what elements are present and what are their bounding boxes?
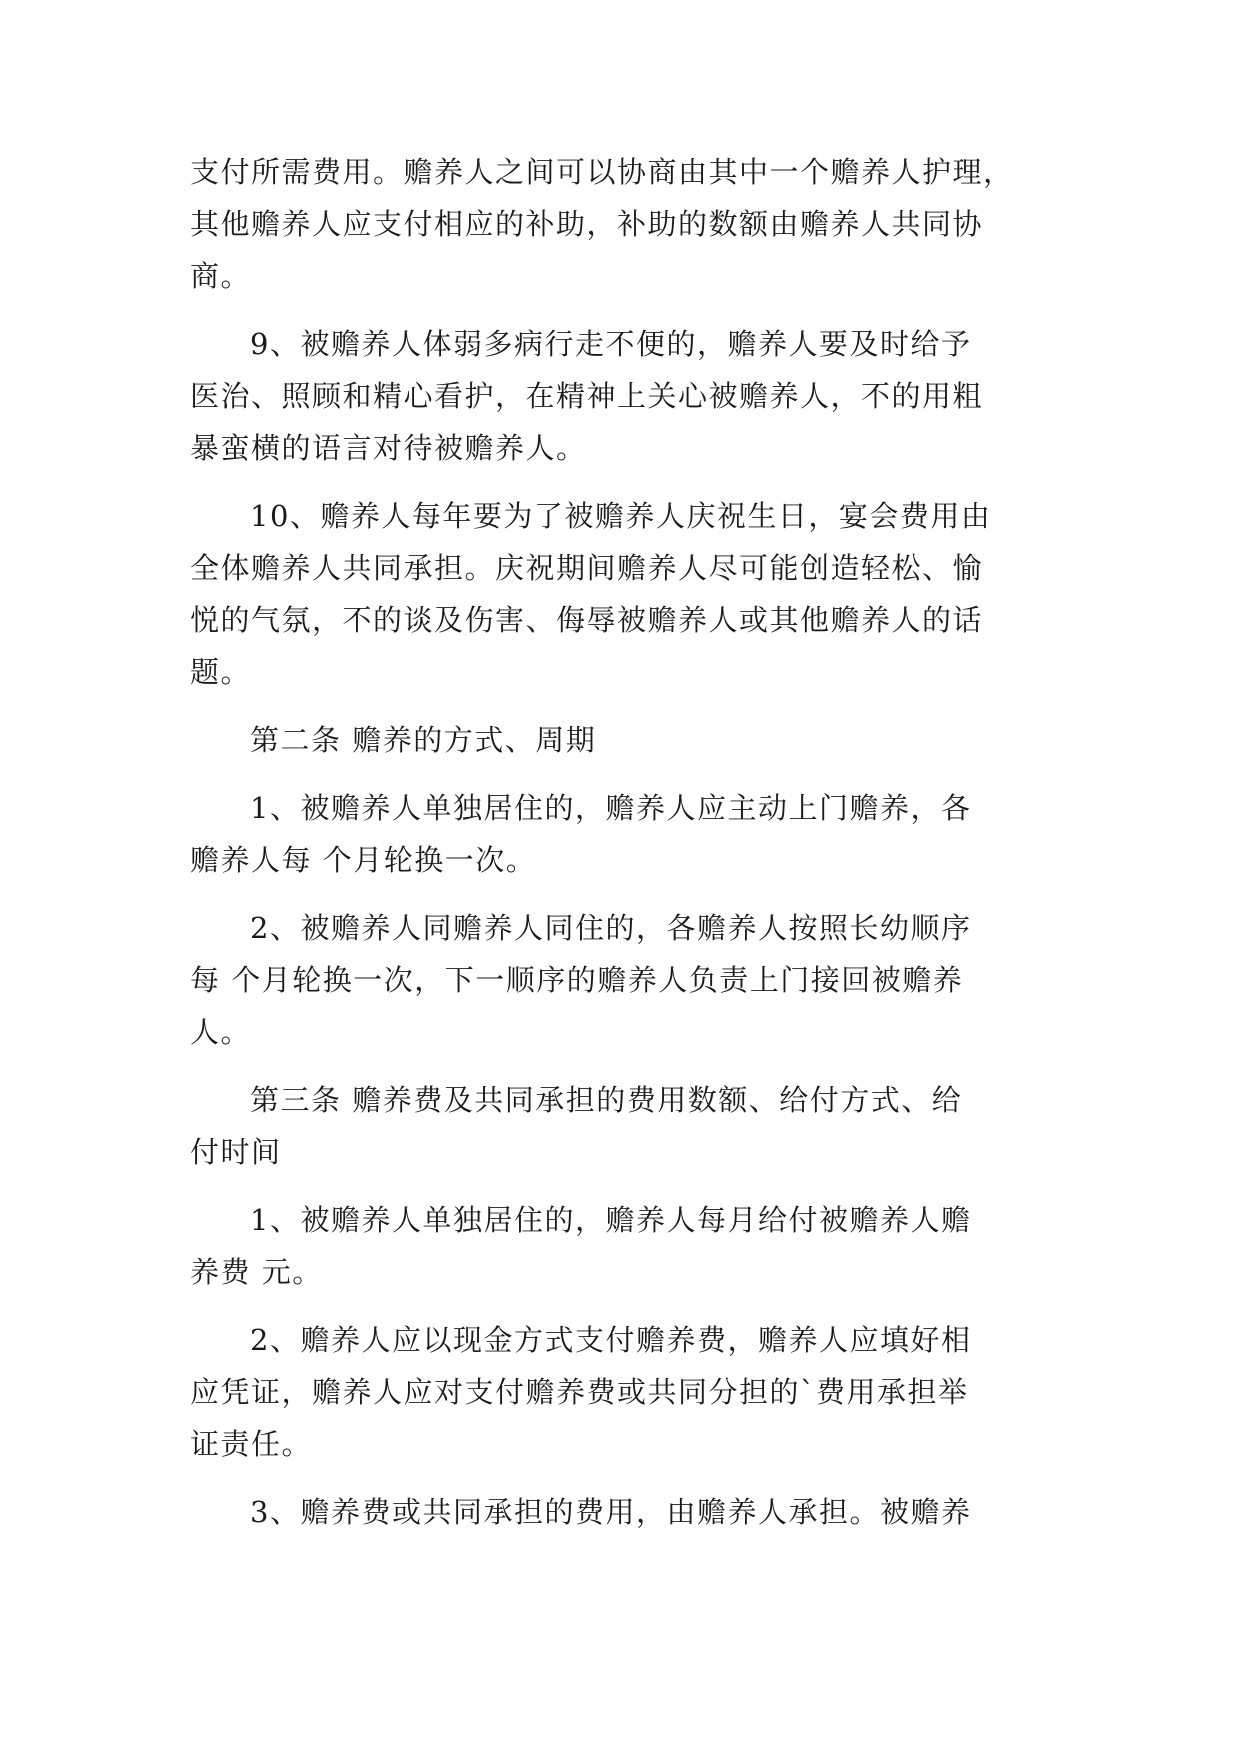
text-line: 赡养人每 个月轮换一次。 — [190, 843, 537, 877]
text-line: 2、赡养人应以现金方式支付赡养费，赡养人应填好相 — [250, 1323, 972, 1357]
text-line: 2、被赡养人同赡养人同住的，各赡养人按照长幼顺序 — [250, 911, 972, 945]
text-line: 商。 — [190, 259, 252, 293]
text-line: 9、被赡养人体弱多病行走不便的，赡养人要及时给予 — [250, 327, 972, 361]
text-line: 人。 — [190, 1015, 252, 1049]
section-heading: 第二条 赡养的方式、周期 — [250, 723, 597, 757]
text-line: 支付所需费用。赡养人之间可以协商由其中一个赡养人护理， — [190, 155, 1014, 189]
text-line: 每 个月轮换一次，下一顺序的赡养人负责上门接回被赡养 — [190, 963, 964, 997]
text-line: 养费 元。 — [190, 1255, 323, 1289]
text-line: 证责任。 — [190, 1427, 313, 1461]
text-line: 全体赡养人共同承担。庆祝期间赡养人尽可能创造轻松、愉 — [190, 551, 984, 585]
text-line: 1、被赡养人单独居住的，赡养人应主动上门赡养，各 — [250, 791, 972, 825]
text-line: 暴蛮横的语言对待被赡养人。 — [190, 431, 587, 465]
text-line: 悦的气氛，不的谈及伤害、侮辱被赡养人或其他赡养人的话 — [190, 603, 984, 637]
text-line: 3、赡养费或共同承担的费用，由赡养人承担。被赡养 — [250, 1495, 972, 1529]
text-line: 题。 — [190, 655, 252, 689]
text-line: 其他赡养人应支付相应的补助，补助的数额由赡养人共同协 — [190, 207, 984, 241]
text-line: 付时间 — [190, 1135, 282, 1169]
text-line: 10、赡养人每年要为了被赡养人庆祝生日，宴会费用由 — [250, 499, 992, 533]
text-line: 医治、照顾和精心看护，在精神上关心被赡养人，不的用粗 — [190, 379, 984, 413]
section-heading: 第三条 赡养费及共同承担的费用数额、给付方式、给 — [250, 1083, 963, 1117]
text-line: 1、被赡养人单独居住的，赡养人每月给付被赡养人赡 — [250, 1203, 972, 1237]
text-line: 应凭证，赡养人应对支付赡养费或共同分担的`费用承担举 — [190, 1375, 969, 1409]
